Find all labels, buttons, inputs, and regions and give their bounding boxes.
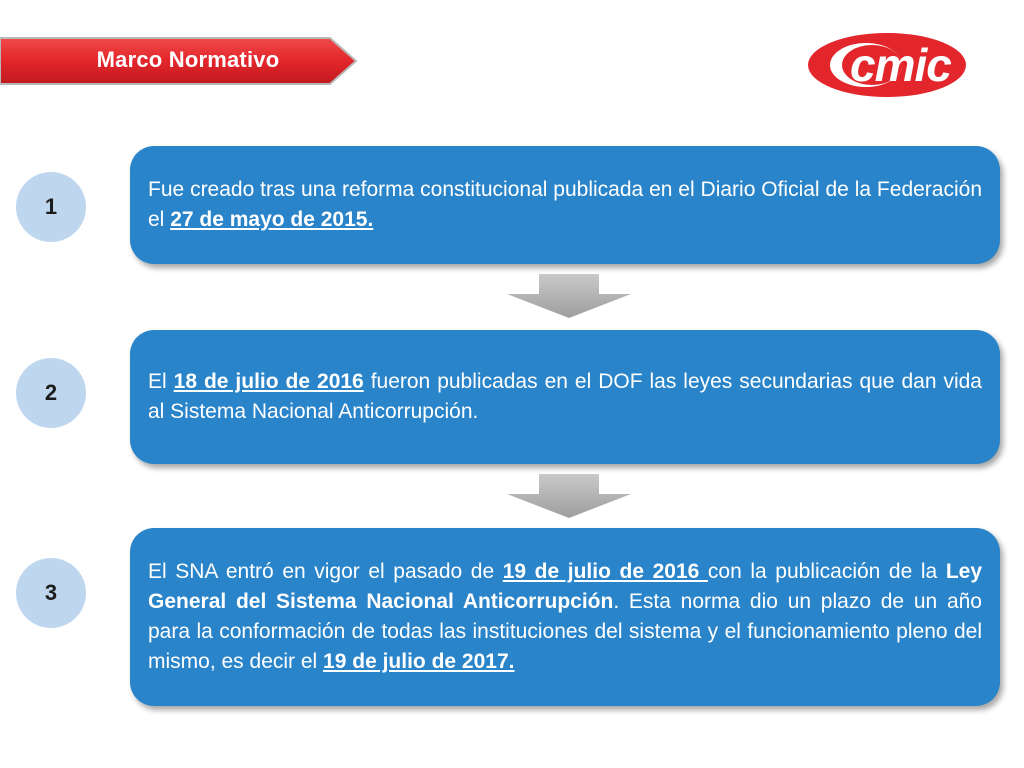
step-1-date: 27 de mayo de 2015. <box>170 208 374 231</box>
page-title: Marco Normativo <box>96 47 280 72</box>
step-text-3 <box>148 557 982 677</box>
step-3-date-2: 19 de julio de 2017. <box>323 650 515 673</box>
step-3-law: Ley General del Sistema Nacional Anticorrupción <box>148 560 982 613</box>
step-text-1 <box>148 175 982 235</box>
step-3-text-b: con la publicación de la <box>707 560 946 583</box>
step-number-2: 2 <box>16 358 86 428</box>
down-arrow-icon <box>505 474 633 518</box>
step-2-text-b: fueron publicadas en el DOF las leyes secundarias que dan vida al Sistema Nacional Anticorrupción. <box>148 370 982 423</box>
step-2-text-a: El <box>148 370 174 393</box>
step-box-2 <box>130 330 1000 464</box>
step-1-text: Fue creado tras una reforma constitucional publicada en el Diario Oficial de la Federación el <box>148 178 982 231</box>
step-box-1 <box>130 146 1000 264</box>
step-3-text-c: . Esta norma dio un plazo de un año para la conformación de todas las instituciones del sistema y el funcionamiento pleno del mismo, es decir el <box>148 590 982 673</box>
step-number-3: 3 <box>16 558 86 628</box>
step-number-1: 1 <box>16 172 86 242</box>
step-text-2 <box>148 367 982 427</box>
step-3-date: 19 de julio de 2016 <box>502 560 708 583</box>
step-3-text-a: El SNA entró en vigor el pasado de <box>148 560 503 583</box>
logo-text: cmic <box>850 39 951 91</box>
step-2-date: 18 de julio de 2016 <box>173 370 364 393</box>
step-box-3 <box>130 528 1000 706</box>
down-arrow-icon <box>505 274 633 318</box>
